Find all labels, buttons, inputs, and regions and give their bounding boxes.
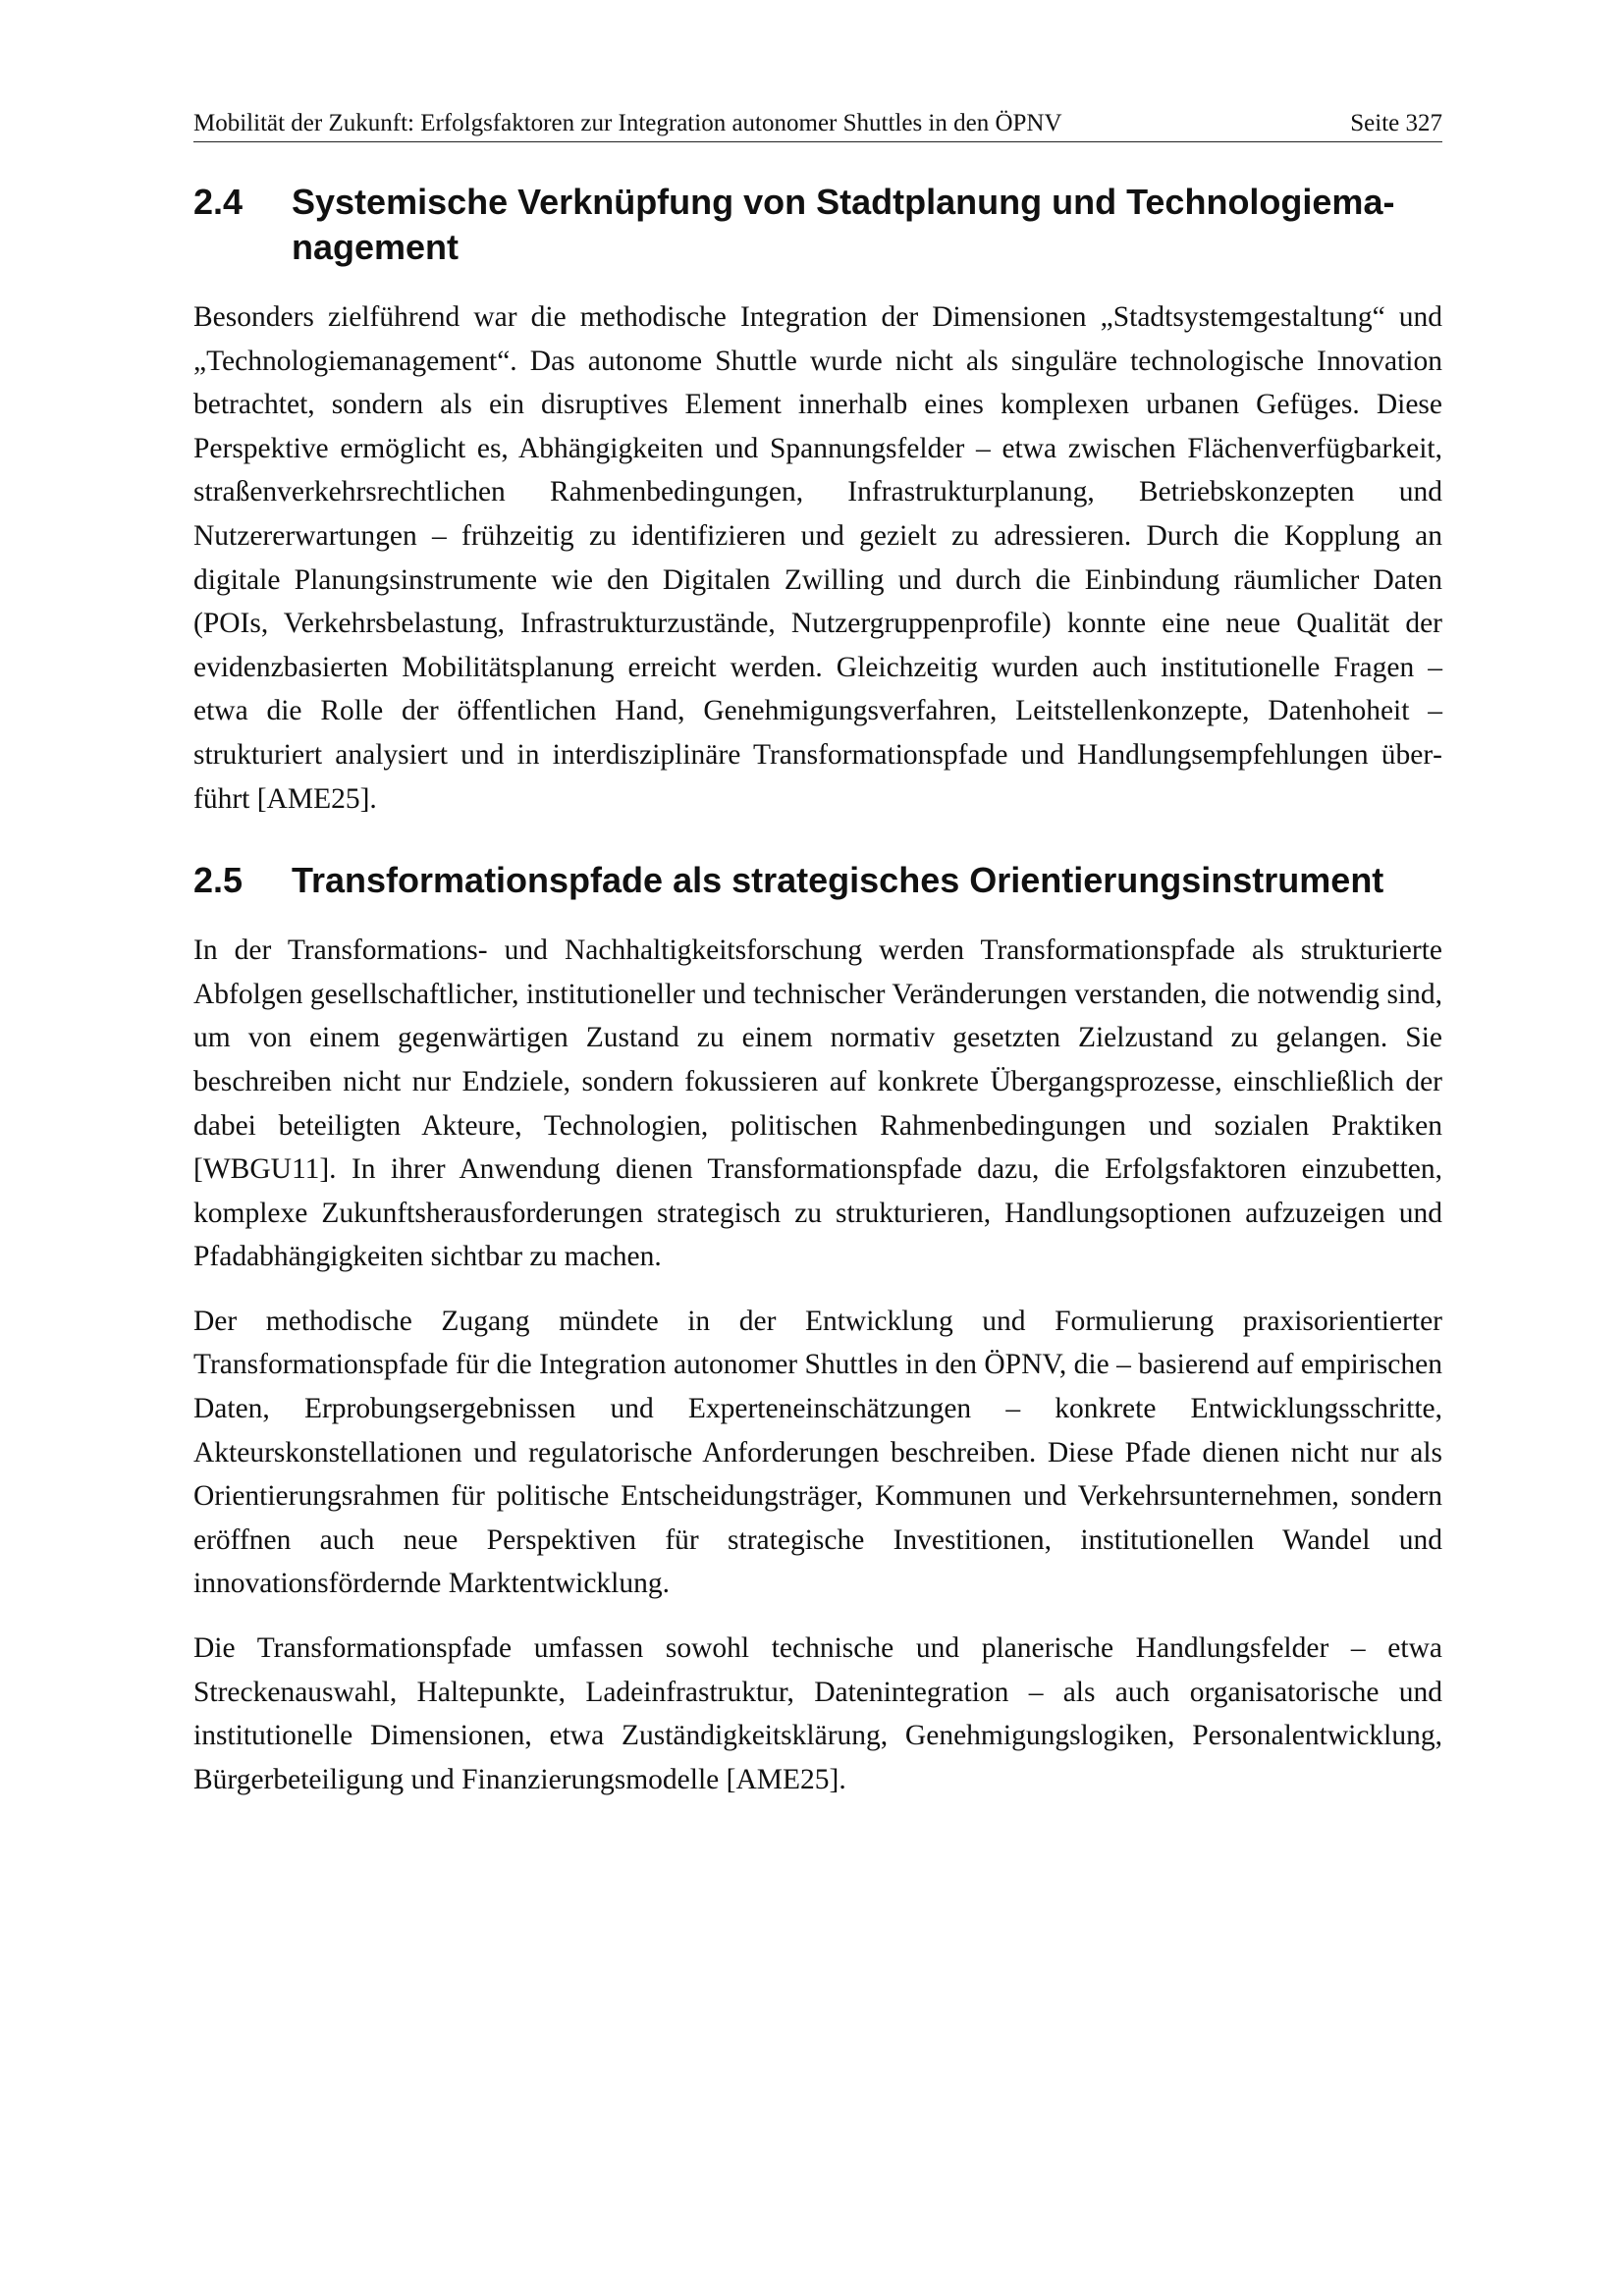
paragraph: Die Transformationspfade umfassen sowohl technische und planerische Handlungsfelder – etwa Streckenauswahl, Haltepunkte, Ladeinfrastruktur, Datenintegration – als auch organisatorische und institutionelle Dimensionen, etwa Zuständigkeitsklärung, Genehmigungslogiken, Personalentwicklung, Bürgerbeteiligung und Finanzierungsmodelle [AME25]. bbox=[193, 1632, 1442, 1795]
section-title: Transformationspfade als strategisches Orientierungsinstrument bbox=[292, 860, 1384, 901]
running-title: Mobilität der Zukunft: Erfolgsfaktoren zur Integration autonomer Shuttles in den ÖPNV bbox=[193, 110, 1062, 136]
paragraph: Besonders zielführend war die methodische Integration der Dimensionen „Stadtsystemgestaltung“ und „Technologiemanagement“. Das autonome Shuttle wurde nicht als singuläre technologische Innovation betrachtet, sondern als ein disruptives Element innerhalb eines komplexen urbanen Gefüges. Diese Perspektive ermöglicht es, Abhängigkeiten und Spannungsfelder – etwa zwischen Flächenverfügbarkeit, straßenverkehrsrechtlichen Rahmenbedingungen, Infrastrukturplanung, Betriebskonzepten und Nutzererwartungen – frühzeitig zu identifizieren und gezielt zu adressieren. Durch die Kopplung an digitale Planungsinstrumente wie den Digitalen Zwilling und durch die Einbindung räumlicher Daten (POIs, Verkehrsbelastung, Infrastrukturzustände, Nutzergruppenprofile) konnte eine neue Qualität der evidenzbasierten Mobilitätsplanung erreicht werden. Gleichzeitig wurden auch institutionelle Fragen – etwa die Rolle der öffentlichen Hand, Genehmigungsverfahren, Leitstellenkonzepte, Datenhoheit – strukturiert analysiert und in interdisziplinäre Transformationspfade und Handlungsempfehlungen überführt [AME25]. bbox=[193, 301, 1442, 815]
running-header bbox=[193, 108, 1442, 142]
section-heading-2-4 bbox=[193, 180, 1442, 270]
document-page bbox=[193, 108, 1442, 1801]
section-number: 2.4 bbox=[193, 182, 244, 222]
section-title: Systemische Verknüpfung von Stadtplanung und Technologiemanagement bbox=[292, 182, 1395, 267]
paragraph: Der methodische Zugang mündete in der Entwicklung und Formulierung praxisorientierter Transformationspfade für die Integration autonomer Shuttles in den ÖPNV, die – basierend auf empirischen Daten, Erprobungsergebnissen und Experteneinschätzungen – konkrete Entwicklungsschritte, Akteurskonstellationen und regulatorische Anforderungen beschreiben. Diese Pfade dienen nicht nur als Orientierungsrahmen für politische Entscheidungsträger, Kommunen und Verkehrsunternehmen, sondern eröffnen auch neue Perspektiven für strategische Investitionen, institutionellen Wandel und innovationsfördernde Marktentwicklung. bbox=[193, 1305, 1442, 1600]
section-heading-2-5 bbox=[193, 858, 1442, 903]
section-number: 2.5 bbox=[193, 860, 244, 901]
page-number: Seite 327 bbox=[1350, 110, 1442, 136]
paragraph: In der Transformations- und Nachhaltigkeitsforschung werden Transformationspfade als strukturierte Abfolgen gesellschaftlicher, institutioneller und technischer Veränderungen verstanden, die notwendig sind, um von einem gegenwärtigen Zustand zu einem normativ gesetzten Zielzustand zu gelangen. Sie beschreiben nicht nur Endziele, sondern fokussieren auf konkrete Übergangsprozesse, einschließlich der dabei beteiligten Akteure, Technologien, politischen Rahmenbedingungen und sozialen Praktiken [WBGU11]. In ihrer Anwendung dienen Transformationspfade dazu, die Erfolgsfaktoren einzubetten, komplexe Zukunftsherausforderungen strategisch zu strukturieren, Handlungsoptionen aufzuzeigen und Pfadabhängigkeiten sichtbar zu machen. bbox=[193, 934, 1442, 1273]
